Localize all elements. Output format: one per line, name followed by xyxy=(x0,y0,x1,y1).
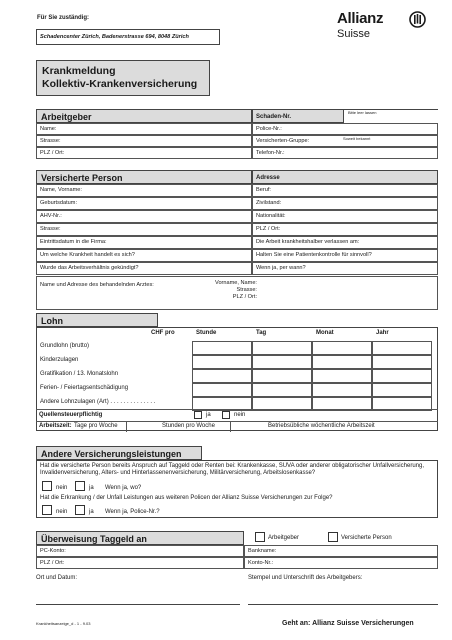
arzt-strasse-label: Strasse: xyxy=(236,286,257,293)
stunden-pro-woche-label: Stunden pro Woche xyxy=(162,423,215,429)
andere-box xyxy=(36,460,438,518)
betriebsueblich-label: Betriebsübliche wöchentliche Arbeitszeit xyxy=(268,423,375,429)
lohn-amount-field[interactable] xyxy=(372,369,432,383)
vp-right-label: Beruf: xyxy=(256,187,271,193)
page-title xyxy=(36,60,210,96)
vp-right-label: Halten Sie eine Patientenkontrolle für sinnvoll? xyxy=(256,252,372,258)
vp-left-label: AHV-Nr.: xyxy=(40,213,62,219)
lohn-amount-field[interactable] xyxy=(192,369,252,383)
vp-left-field[interactable] xyxy=(36,236,252,249)
quellensteuer-nein-checkbox[interactable] xyxy=(222,411,230,419)
arbeitszeit-row xyxy=(36,421,438,431)
zustaendig-label: Für Sie zuständig: xyxy=(37,15,90,21)
lohn-row-label: Ferien- / Feiertagsentschädigung xyxy=(40,385,129,391)
lohn-amount-field[interactable] xyxy=(252,369,312,383)
q1-wenn-label: Wenn ja, wo? xyxy=(105,485,142,491)
vp-left-label: Strasse: xyxy=(40,226,61,232)
quellensteuer-ja-checkbox[interactable] xyxy=(194,411,202,419)
arzt-label: Name und Adresse des behandelnden Arztes: xyxy=(40,282,154,288)
ort-datum-label: Ort und Datum: xyxy=(36,575,78,581)
quellensteuer-ja-label: ja xyxy=(206,412,211,418)
ag-plz-label: PLZ / Ort: xyxy=(40,150,65,156)
q1-ja-checkbox[interactable] xyxy=(75,481,85,491)
taggeld-arbeitgeber-label: Arbeitgeber xyxy=(268,535,300,541)
tage-pro-woche-label: Tage pro Woche xyxy=(74,423,118,429)
arzt-plz-label: PLZ / Ort: xyxy=(232,293,257,300)
lohn-row-label: Andere Lohnzulagen (Art) . . . . . . . . . . . . . . xyxy=(40,399,156,405)
zustaendig-value: Schadencenter Zürich, Badenerstrasse 694, 8048 Zürich xyxy=(40,34,189,40)
title-line2: Kollektiv-Krankenversicherung xyxy=(42,78,198,91)
schaden-nr-label: Schaden-Nr. xyxy=(256,114,292,120)
vp-right-field[interactable] xyxy=(252,249,438,262)
versicherten-gruppe-field[interactable] xyxy=(252,135,438,147)
konto-nr-field[interactable] xyxy=(244,557,438,569)
allianz-logo xyxy=(337,10,437,44)
police-nr-label: Police-Nr.: xyxy=(256,126,282,132)
lohn-amount-field[interactable] xyxy=(192,383,252,397)
q1-nein-checkbox[interactable] xyxy=(42,481,52,491)
vp-left-field[interactable] xyxy=(36,262,252,275)
section-lohn-heading: Lohn xyxy=(36,313,158,327)
ag-name-field[interactable] xyxy=(36,123,252,135)
lohn-amount-field[interactable] xyxy=(312,369,372,383)
vp-left-label: Um welche Krankheit handelt es sich? xyxy=(40,252,135,258)
sofern-bekannt-hint: Soweit bekannt xyxy=(343,136,371,141)
lohn-amount-field[interactable] xyxy=(192,355,252,369)
vp-left-label: Geburtsdatum: xyxy=(40,200,77,206)
lohn-amount-field[interactable] xyxy=(312,355,372,369)
vp-left-field[interactable] xyxy=(36,249,252,262)
col-monat: Monat xyxy=(316,330,334,336)
vp-left-label: Wurde das Arbeitsverhältnis gekündigt? xyxy=(40,265,139,271)
versicherten-gruppe-label: Versicherten-Gruppe: xyxy=(256,138,310,144)
telefon-label: Telefon-Nr.: xyxy=(256,150,285,156)
geht-an-label: Geht an: Allianz Suisse Versicherungen xyxy=(282,620,414,627)
vp-right-field[interactable] xyxy=(252,236,438,249)
q2-nein-checkbox[interactable] xyxy=(42,505,52,515)
ag-strasse-label: Strasse: xyxy=(40,138,61,144)
telefon-field[interactable] xyxy=(252,147,438,159)
col-jahr: Jahr xyxy=(376,330,389,336)
quellensteuer-nein-label: nein xyxy=(234,412,246,418)
bankname-label: Bankname: xyxy=(248,548,277,554)
lohn-amount-field[interactable] xyxy=(372,341,432,355)
andere-q2: Hat die Erkrankung / der Unfall Leistungen aus weiteren Policen der Allianz Suisse Versicherungen zur Folge? xyxy=(40,495,333,501)
q2-ja-label: ja xyxy=(89,509,94,515)
ue-plz-field[interactable] xyxy=(36,557,244,569)
lohn-amount-field[interactable] xyxy=(312,341,372,355)
ag-plz-field[interactable] xyxy=(36,147,252,159)
lohn-amount-field[interactable] xyxy=(252,355,312,369)
vp-right-field[interactable] xyxy=(252,223,438,236)
col-chf-pro: CHF pro xyxy=(151,330,175,336)
section-versicherte-heading: Versicherte Person xyxy=(36,170,252,184)
lohn-amount-field[interactable] xyxy=(192,341,252,355)
bitte-leer-hint: Bitte leer lassen xyxy=(348,110,377,115)
bankname-field[interactable] xyxy=(244,545,438,557)
title-line1: Krankmeldung xyxy=(42,65,116,77)
ag-strasse-field[interactable] xyxy=(36,135,252,147)
andere-q1: Hat die versicherte Person bereits Anspruch auf Taggeld oder Renten bei: Krankenkasse, SUVA oder anderer obligatorischer Unfallversicherung, Invalidenversicherung, Alters- und Hinterlassenenversicherung, Militärversicherung, Arbeitslosenkasse? xyxy=(40,463,424,477)
lohn-row-label: Kinderzulagen xyxy=(40,357,79,363)
q2-wenn-label: Wenn ja, Police-Nr.? xyxy=(105,509,160,515)
section-ueberweisung-heading: Überweisung Taggeld an xyxy=(36,531,244,545)
logo-sub: Suisse xyxy=(337,28,371,40)
taggeld-arbeitgeber-checkbox[interactable] xyxy=(255,532,265,542)
q2-ja-checkbox[interactable] xyxy=(75,505,85,515)
stempel-label: Stempel und Unterschrift des Arbeitgebers: xyxy=(248,575,363,581)
lohn-amount-field[interactable] xyxy=(252,383,312,397)
vp-left-field[interactable] xyxy=(36,184,252,197)
col-tag: Tag xyxy=(256,330,267,336)
vp-left-field[interactable] xyxy=(36,223,252,236)
arzt-field[interactable] xyxy=(36,276,438,310)
ag-name-label: Name: xyxy=(40,126,57,132)
schaden-nr-field[interactable] xyxy=(343,110,439,123)
vp-left-label: Name, Vorname: xyxy=(40,187,82,193)
taggeld-versicherte-label: Versicherte Person xyxy=(341,535,392,541)
adresse-header: Adresse xyxy=(252,170,438,184)
taggeld-versicherte-checkbox[interactable] xyxy=(328,532,338,542)
vp-right-field[interactable] xyxy=(252,197,438,210)
vp-right-field[interactable] xyxy=(252,184,438,197)
q1-nein-label: nein xyxy=(56,485,68,491)
arbeitszeit-label: Arbeitszeit: xyxy=(39,423,72,429)
form-code: Krankheitsanzeige_d - 1 - 9.03 xyxy=(36,621,91,626)
vp-right-label: Nationalität: xyxy=(256,213,286,219)
allianz-eagle-icon xyxy=(409,11,426,28)
pc-konto-label: PC-Konto: xyxy=(40,548,66,554)
arzt-vorname-label: Vorname, Name: xyxy=(215,280,257,286)
lohn-amount-field[interactable] xyxy=(372,383,432,397)
ort-datum-line[interactable] xyxy=(36,604,240,605)
konto-nr-label: Konto-Nr.: xyxy=(248,560,274,566)
logo-brand: Allianz xyxy=(337,10,384,27)
vp-right-label: Zivilstand: xyxy=(256,200,282,206)
ue-plz-label: PLZ / Ort: xyxy=(40,560,65,566)
vp-left-field[interactable] xyxy=(36,197,252,210)
unterschrift-line[interactable] xyxy=(248,604,438,605)
vp-right-label: Die Arbeit krankheitshalber verlassen am: xyxy=(256,239,360,245)
q1-ja-label: ja xyxy=(89,485,94,491)
col-stunde: Stunde xyxy=(196,330,217,336)
vp-right-field[interactable] xyxy=(252,210,438,223)
vp-right-label: Wenn ja, per wann? xyxy=(256,265,306,271)
lohn-row-label: Gratifikation / 13. Monatslohn xyxy=(40,371,119,377)
schaden-nr-bar xyxy=(252,109,438,123)
police-nr-field[interactable] xyxy=(252,123,438,135)
lohn-row-label: Grundlohn (brutto) xyxy=(40,343,90,349)
lohn-amount-field[interactable] xyxy=(372,355,432,369)
lohn-amount-field[interactable] xyxy=(312,383,372,397)
vp-right-label: PLZ / Ort: xyxy=(256,226,281,232)
quellensteuer-row xyxy=(36,409,438,421)
q2-nein-label: nein xyxy=(56,509,68,515)
vp-left-label: Eintrittsdatum in die Firma: xyxy=(40,239,107,245)
quellensteuer-label: Quellensteuerpflichtig xyxy=(39,412,103,418)
lohn-amount-field[interactable] xyxy=(252,341,312,355)
pc-konto-field[interactable] xyxy=(36,545,244,557)
vp-left-field[interactable] xyxy=(36,210,252,223)
vp-right-field[interactable] xyxy=(252,262,438,275)
zustaendig-field[interactable] xyxy=(36,29,220,45)
section-andere-heading: Andere Versicherungsleistungen xyxy=(36,446,202,460)
section-arbeitgeber-heading: Arbeitgeber xyxy=(36,109,252,123)
